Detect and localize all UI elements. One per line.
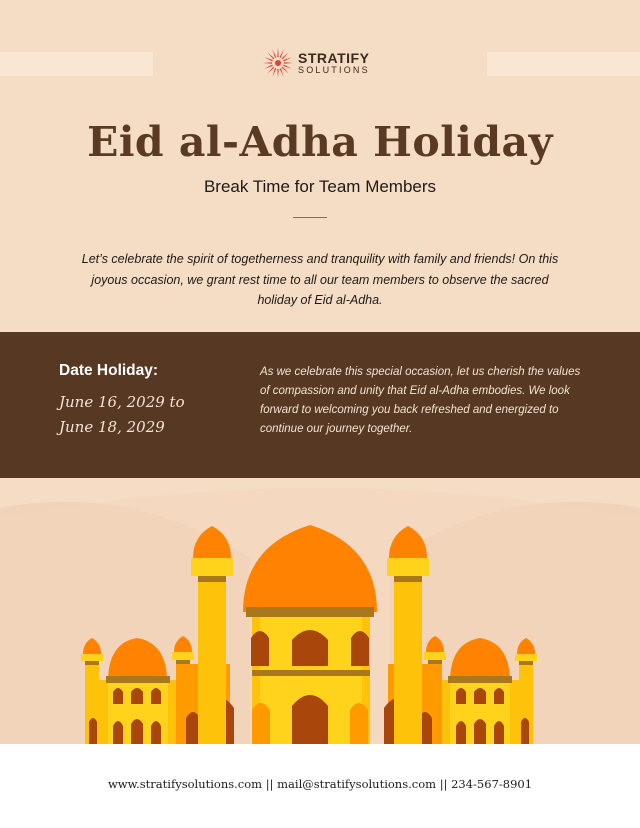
holiday-end-date: June 18, 2029	[59, 418, 165, 436]
logo-ray	[284, 62, 293, 63]
decorative-bar-right	[487, 52, 640, 76]
footer-contact: www.stratifysolutions.com || mail@stratifysolutions.com || 234-567-8901	[107, 777, 533, 791]
logo-ray	[267, 52, 274, 59]
intro-paragraph: Let’s celebrate the spirit of togetherness and tranquility with family and friends! On this joyous occasion, we grant rest time to all our team members to observe the sacred holiday of Eid al-Adha.	[81, 252, 559, 307]
logo-ray	[283, 65, 292, 69]
page-subtitle: Break Time for Team Members	[203, 177, 437, 196]
title-divider	[293, 217, 327, 218]
logo-ray	[282, 52, 289, 59]
holiday-start-date: June 16, 2029 to	[59, 393, 185, 411]
mosque-illustration	[0, 478, 640, 744]
logo-ray	[280, 68, 284, 77]
logo-ray	[267, 67, 274, 74]
decorative-bar-left	[0, 52, 153, 76]
brand-logo	[262, 47, 370, 79]
brand-tagline: SOLUTIONS	[298, 65, 370, 75]
logo-ray	[277, 69, 278, 78]
logo-ray	[264, 65, 273, 69]
logo-ray	[282, 67, 289, 74]
logo-ray	[263, 62, 272, 63]
sunburst-logo-icon	[262, 47, 294, 79]
logo-ray	[264, 57, 273, 61]
date-holiday-label: Date Holiday:	[59, 362, 159, 379]
page-title: Eid al-Adha Holiday	[87, 118, 553, 166]
logo-ray	[277, 48, 278, 57]
logo-ray	[272, 68, 276, 77]
central-hall	[243, 525, 377, 744]
holiday-message: As we celebrate this special occasion, let us cherish the values of compassion and unity that Eid al-Adha embodies. We look forward to welcoming you back refreshed and energized to continue our journey together.	[260, 366, 581, 435]
brand-name: STRATIFY	[298, 50, 370, 66]
logo-ray	[272, 49, 276, 58]
logo-ray	[283, 57, 292, 61]
logo-ray	[280, 49, 284, 58]
